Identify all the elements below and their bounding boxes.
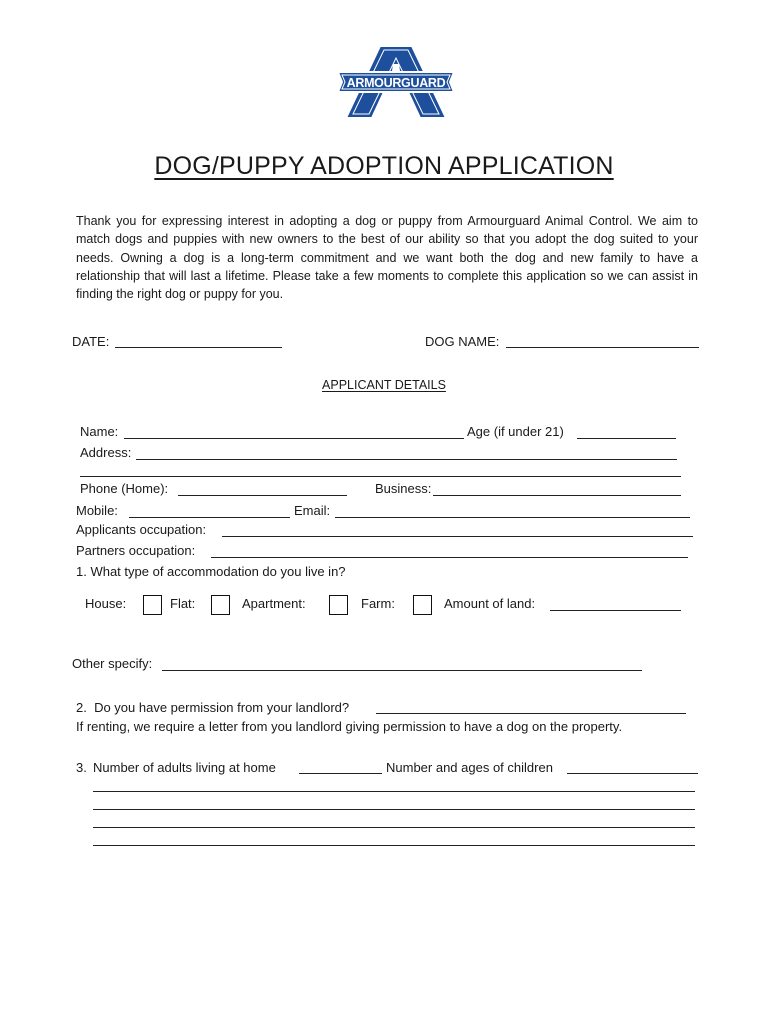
address-label: Address: bbox=[80, 445, 132, 460]
business-phone-field[interactable] bbox=[433, 495, 681, 496]
logo-text: ARMOURGUARD bbox=[346, 76, 446, 90]
children-field-line-3[interactable] bbox=[93, 809, 695, 810]
partner-occupation-field[interactable] bbox=[211, 557, 688, 558]
flat-checkbox[interactable] bbox=[211, 595, 230, 615]
children-field-line-5[interactable] bbox=[93, 845, 695, 846]
address-field-line-2[interactable] bbox=[80, 476, 681, 477]
children-field-line-2[interactable] bbox=[93, 791, 695, 792]
phone-home-label: Phone (Home): bbox=[80, 481, 169, 496]
land-amount-field[interactable] bbox=[550, 610, 681, 611]
dog-name-field[interactable] bbox=[506, 347, 699, 348]
address-field[interactable] bbox=[136, 459, 677, 460]
children-field-line-4[interactable] bbox=[93, 827, 695, 828]
email-field[interactable] bbox=[335, 517, 690, 518]
section-title: APPLICANT DETAILS bbox=[322, 378, 446, 392]
question-3-adults: Number of adults living at home bbox=[93, 760, 276, 775]
email-label: Email: bbox=[294, 503, 331, 518]
farm-label: Farm: bbox=[361, 596, 395, 611]
date-field[interactable] bbox=[115, 347, 282, 348]
house-checkbox[interactable] bbox=[143, 595, 162, 615]
children-field[interactable] bbox=[567, 773, 698, 774]
farm-checkbox[interactable] bbox=[413, 595, 432, 615]
mobile-field[interactable] bbox=[129, 517, 290, 518]
name-label: Name: bbox=[80, 424, 119, 439]
name-field[interactable] bbox=[124, 438, 464, 439]
age-label: Age (if under 21) bbox=[467, 424, 564, 439]
apartment-checkbox[interactable] bbox=[329, 595, 348, 615]
apartment-label: Apartment: bbox=[242, 596, 306, 611]
mobile-label: Mobile: bbox=[76, 503, 118, 518]
form-title: DOG/PUPPY ADOPTION APPLICATION bbox=[154, 152, 614, 180]
date-label: DATE: bbox=[72, 334, 110, 349]
occupation-field[interactable] bbox=[222, 536, 693, 537]
age-field[interactable] bbox=[577, 438, 676, 439]
question-3-number: 3. bbox=[76, 760, 87, 775]
business-label: Business: bbox=[375, 481, 432, 496]
question-2-note: If renting, we require a letter from you landlord giving permission to have a dog on the property. bbox=[76, 719, 623, 734]
question-2: 2. Do you have permission from your landlord? bbox=[76, 700, 350, 715]
question-1: 1. What type of accommodation do you live in? bbox=[76, 564, 346, 579]
partner-occupation-label: Partners occupation: bbox=[76, 543, 196, 558]
other-label: Other specify: bbox=[72, 656, 153, 671]
question-3-children: Number and ages of children bbox=[386, 760, 553, 775]
dog-name-label: DOG NAME: bbox=[425, 334, 500, 349]
armourguard-logo bbox=[336, 44, 456, 120]
flat-label: Flat: bbox=[170, 596, 196, 611]
adults-count-field[interactable] bbox=[299, 773, 382, 774]
other-field[interactable] bbox=[162, 670, 642, 671]
phone-home-field[interactable] bbox=[178, 495, 347, 496]
house-label: House: bbox=[85, 596, 127, 611]
land-label: Amount of land: bbox=[444, 596, 536, 611]
occupation-label: Applicants occupation: bbox=[76, 522, 207, 537]
landlord-permission-field[interactable] bbox=[376, 713, 686, 714]
intro-paragraph: Thank you for expressing interest in adopting a dog or puppy from Armourguard Animal Control. We aim to match dogs and puppies with new owners to the best of our ability so that you adopt the dog suited to your needs. Owning a dog is a long-term commitment and we want both the dog and new family to have a relationship that will last a lifetime. Please take a few moments to complete this application so we can assist in finding the right dog or puppy for you. bbox=[76, 214, 698, 302]
